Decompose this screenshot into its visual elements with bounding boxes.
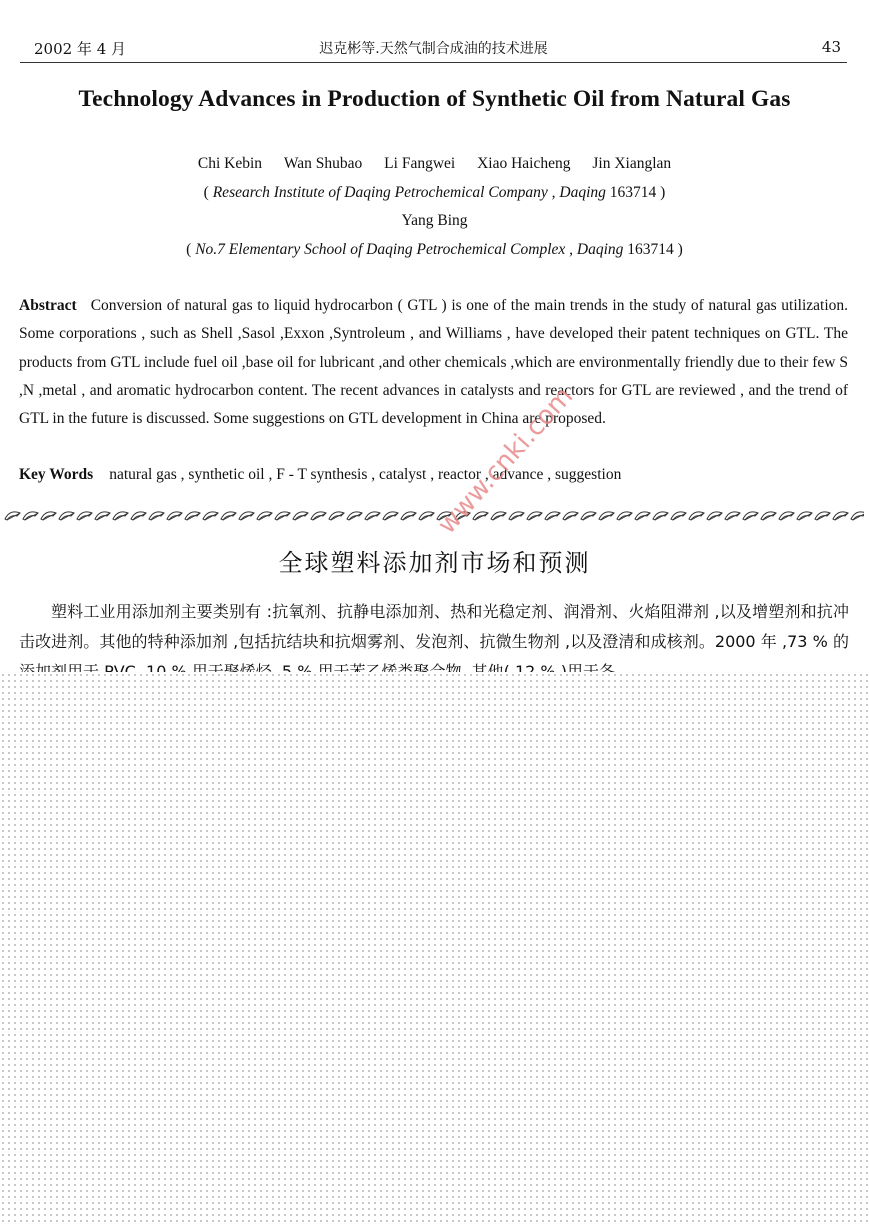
redacted-dotted-area <box>0 672 869 1226</box>
keywords-label: Key Words <box>19 466 94 483</box>
header-running-title: 迟克彬等.天然气制合成油的技术进展 <box>319 41 548 57</box>
abstract-label: Abstract <box>19 297 77 314</box>
keywords <box>19 461 848 489</box>
author-name: Xiao Haicheng <box>477 155 571 172</box>
author-name: Jin Xianglan <box>592 155 672 172</box>
author-names <box>0 150 869 179</box>
author-name: Wan Shubao <box>283 155 363 172</box>
affiliation-2-text: No.7 Elementary School of Daqing Petrochemical Complex , Daqing <box>195 240 624 258</box>
author-name: Li Fangwei <box>384 155 456 172</box>
author-name-2: Yang Bing <box>401 212 468 230</box>
article-title: Technology Advances in Production of Synthetic Oil from Natural Gas <box>78 86 791 112</box>
header-date: 2002 年 4 月 <box>34 40 127 58</box>
author-block <box>0 150 869 264</box>
affiliation-2-zip: 163714 <box>627 240 674 258</box>
page-header <box>20 36 847 63</box>
author-name: Chi Kebin <box>197 155 263 172</box>
section-title: 全球塑料添加剂市场和预测 <box>278 549 591 577</box>
affiliation-1-zip: 163714 <box>609 183 657 201</box>
watermark-text: www.cnki.com <box>432 381 580 541</box>
affiliation-1-text: Research Institute of Daqing Petrochemical Company , Daqing <box>212 183 606 201</box>
keywords-text: natural gas , synthetic oil , F - T synthesis , catalyst , reactor , advance , suggestion <box>109 466 622 483</box>
affiliation-2: ( No.7 Elementary School of Daqing Petrochemical Complex , Daqing 163714 ) <box>186 240 683 258</box>
abstract <box>19 292 848 433</box>
section-paragraph: 塑料工业用添加剂主要类别有 :抗氧剂、抗静电添加剂、热和光稳定剂、润滑剂、火焰阻滞剂 ,以及增塑剂和抗冲击改进剂。其他的特种添加剂 ,包括抗结块和抗烟雾剂、发泡剂、抗微生物剂 ,以及澄清和成核剂。2000 年 ,73 % 的 <box>19 602 849 651</box>
header-page-number: 43 <box>821 38 841 56</box>
abstract-text: Conversion of natural gas to liquid hydrocarbon ( GTL ) is one of the main trends in the study of natural gas utilization. Some corporations , such as Shell ,Sasol ,Exxon ,Syntroleum , and Williams , have developed their patent techniques on GTL. The products from GTL include fuel oil ,base oil for lubricant ,and other chemicals ,which are environmentally friendly due to their few S ,N ,metal , and aromatic hydrocarbon content. The recent advances in catalysts and reactors for GTL are reviewed , and the trend of GTL in the future is discussed. Some suggestions on GTL development in China are proposed. <box>19 297 848 428</box>
affiliation-1: ( Research Institute of Daqing Petrochemical Company , Daqing 163714 ) <box>203 183 666 201</box>
